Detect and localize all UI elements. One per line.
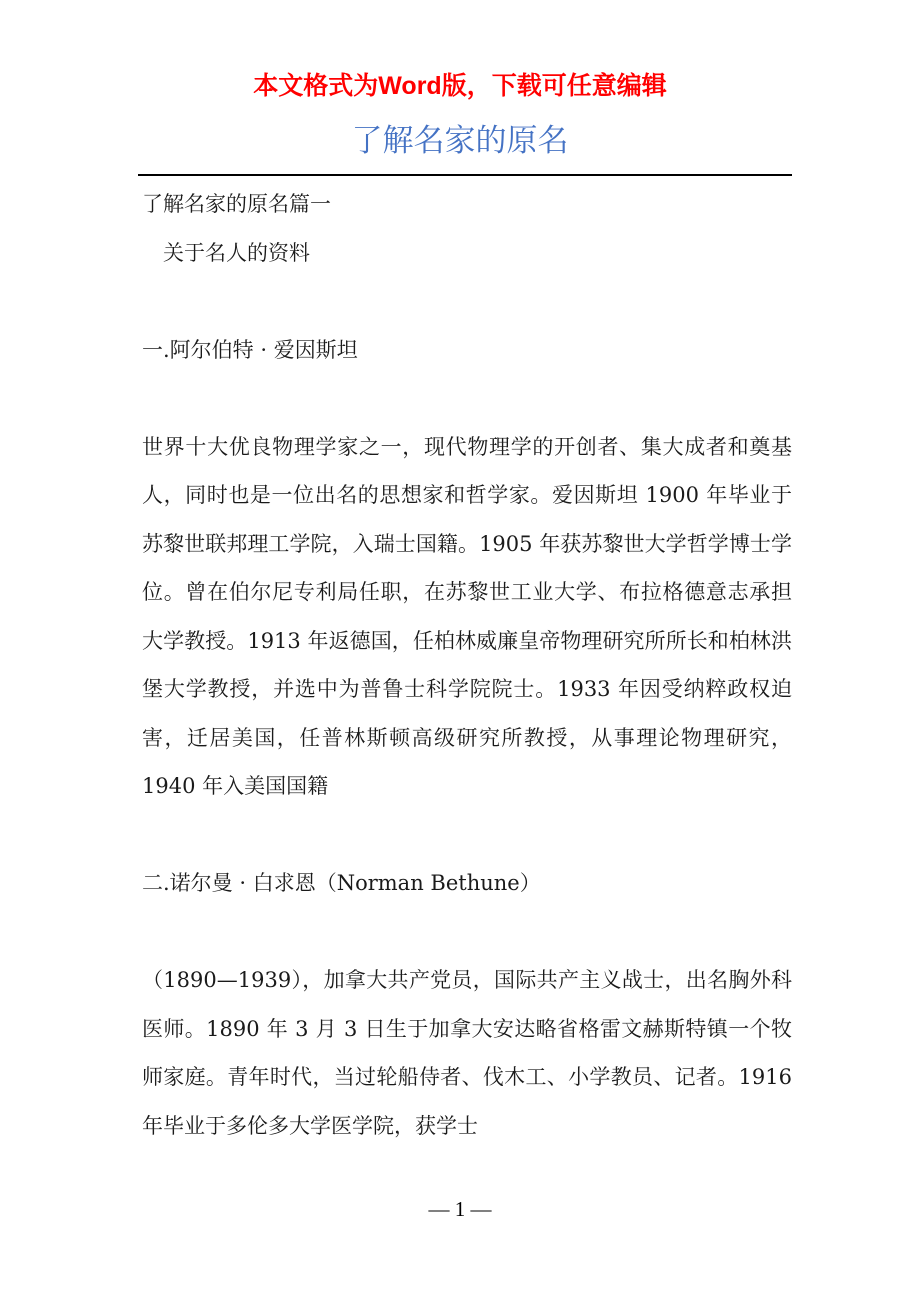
title-rule xyxy=(138,174,792,176)
bethune-paragraph: （1890—1939），加拿大共产党员，国际共产主义战士，出名胸外科医师。1890 年 3 月 3 日生于加拿大安达略省格雷文赫斯特镇一个牧师家庭。青年时代，当过轮船侍者、伐木工、小学教员、记者。1916 年毕业于多伦多大学医学院，获学士 xyxy=(142,968,792,1138)
section-heading: 了解名家的原名篇一 xyxy=(142,192,331,216)
spacer xyxy=(142,908,792,957)
spacer xyxy=(142,374,792,423)
subheading: 关于名人的资料 xyxy=(163,240,310,265)
format-banner: 本文格式为Word版，下载可任意编辑 xyxy=(253,72,667,100)
document-title: 了解名家的原名 xyxy=(351,123,569,159)
einstein-heading: 一.阿尔伯特 · 爱因斯坦 xyxy=(142,337,358,362)
document-body xyxy=(142,180,792,1150)
spacer xyxy=(142,277,792,326)
page-number: — 1 — xyxy=(428,1197,492,1221)
einstein-paragraph: 世界十大优良物理学家之一，现代物理学的开创者、集大成者和奠基人，同时也是一位出名的思想家和哲学家。爱因斯坦 1900 年毕业于苏黎世联邦理工学院，入瑞士国籍。1905 年获苏黎世大学哲学博士学位。曾在伯尔尼专利局任职，在苏黎世工业大学、布拉格德意志承担大学教授。1913 年返德国，任柏林威廉皇帝物理研究所所长和柏林洪堡大学教授，并选中为普鲁士科学院院士。1933 年因受纳粹政权迫害，迁居美国，任普林斯顿高级研究所教授，从事理论物理研究，1940 年入美国国籍 xyxy=(142,434,792,798)
spacer xyxy=(142,811,792,860)
bethune-heading: 二.诺尔曼 · 白求恩（Norman Bethune） xyxy=(142,871,541,895)
